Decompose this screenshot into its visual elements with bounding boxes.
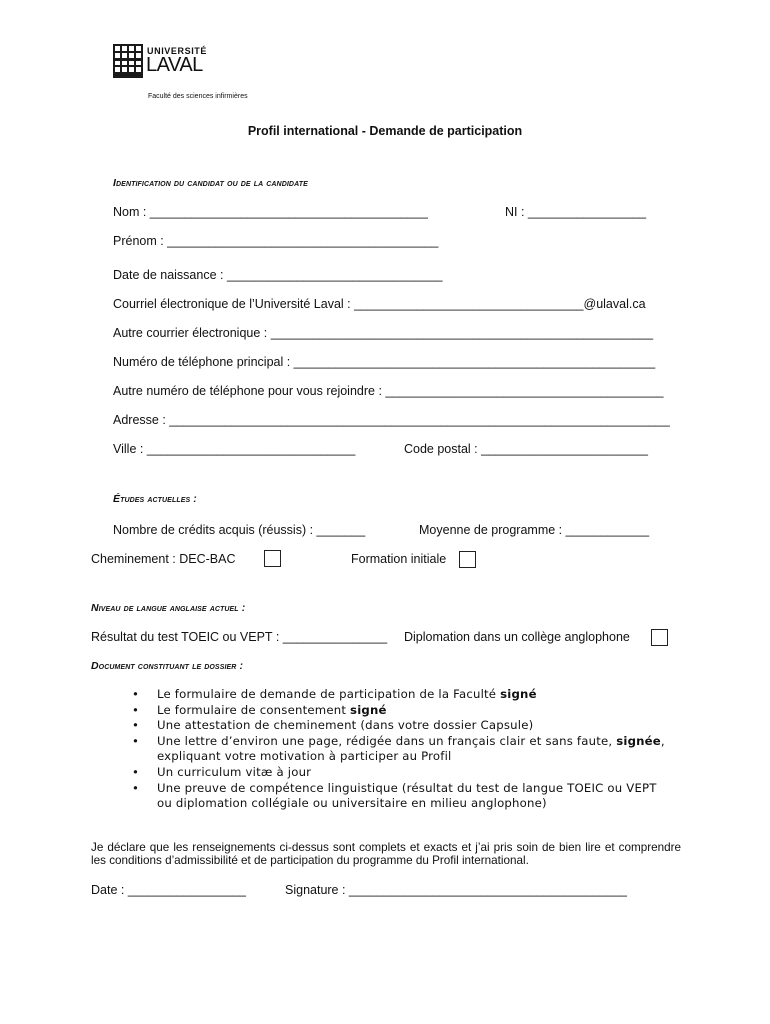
section-heading-langue: Niveau de langue anglaise actuel : xyxy=(91,602,246,614)
university-logo xyxy=(113,44,253,84)
list-item: • Une attestation de cheminement (dans votre dossier Capsule) xyxy=(132,718,534,733)
field-courriel-ulaval: Courriel électronique de l’Université Laval : _________________________________@ulaval.ca xyxy=(113,297,646,311)
label-diplomation: Diplomation dans un collège anglophone xyxy=(404,630,630,644)
section-heading-dossier: Document constituant le dossier : xyxy=(91,660,244,672)
section-heading-identification: Identification du candidat ou de la candidate xyxy=(113,177,308,189)
declaration-text: Je déclare que les renseignements ci-dessus sont complets et exacts et j’ai pris soin de bien lire et comprendre les conditions d’admissibilité et de participation du programme du Profil international. xyxy=(91,841,681,867)
list-item: • Le formulaire de consentement signé xyxy=(132,702,387,717)
section-heading-etudes: Études actuelles : xyxy=(113,493,197,505)
field-autre-courriel: Autre courrier électronique : _______________________________________________________ xyxy=(113,326,654,340)
field-prenom: Prénom : _______________________________________ xyxy=(113,234,439,248)
checkbox-dec-bac[interactable] xyxy=(264,550,281,567)
label-cheminement: Cheminement : DEC-BAC xyxy=(91,552,236,566)
checkbox-formation-initiale[interactable] xyxy=(459,551,476,568)
list-item: • Une lettre d’environ une page, rédigée dans un français clair et sans faute, signée, xyxy=(132,733,665,748)
field-signature: Signature : ________________________________________ xyxy=(285,883,628,897)
list-item: • Un curriculum vitæ à jour xyxy=(132,764,312,779)
field-moyenne: Moyenne de programme : ____________ xyxy=(419,523,650,537)
list-item-continuation: expliquant votre motivation à participer au Profil xyxy=(157,749,452,764)
field-adresse: Adresse : ________________________________________________________________________ xyxy=(113,413,670,427)
page-title: Profil international - Demande de participation xyxy=(247,124,523,138)
checkbox-diplomation[interactable] xyxy=(651,629,668,646)
faculty-name: Faculté des sciences infirmières xyxy=(148,93,248,100)
field-autre-telephone: Autre numéro de téléphone pour vous rejoindre : ________________________________________ xyxy=(113,384,664,398)
field-nom: Nom : ________________________________________ xyxy=(113,205,428,219)
field-date-naissance: Date de naissance : _______________________________ xyxy=(113,268,443,282)
label-formation-initiale: Formation initiale xyxy=(351,552,447,566)
field-resultat-toeic: Résultat du test TOEIC ou VEPT : _______________ xyxy=(91,630,388,644)
document-list xyxy=(130,687,665,812)
field-credits: Nombre de crédits acquis (réussis) : _______ xyxy=(113,523,366,537)
field-ville: Ville : ______________________________ xyxy=(113,442,356,456)
field-code-postal: Code postal : ________________________ xyxy=(404,442,648,456)
logo-line2: LAVAL xyxy=(146,54,203,76)
field-telephone: Numéro de téléphone principal : ____________________________________________________ xyxy=(113,355,656,369)
list-item: • Le formulaire de demande de participation de la Faculté signé xyxy=(132,687,537,701)
shield-crest-icon xyxy=(113,44,143,80)
field-ni: NI : _________________ xyxy=(505,205,647,219)
list-item-continuation: ou diplomation collégiale ou universitaire en milieu anglophone) xyxy=(157,796,547,811)
field-date: Date : _________________ xyxy=(91,883,247,897)
logo-line1: UNIVERSITÉ xyxy=(147,46,208,56)
list-item: • Une preuve de compétence linguistique (résultat du test de langue TOEIC ou VEPT xyxy=(132,780,657,795)
